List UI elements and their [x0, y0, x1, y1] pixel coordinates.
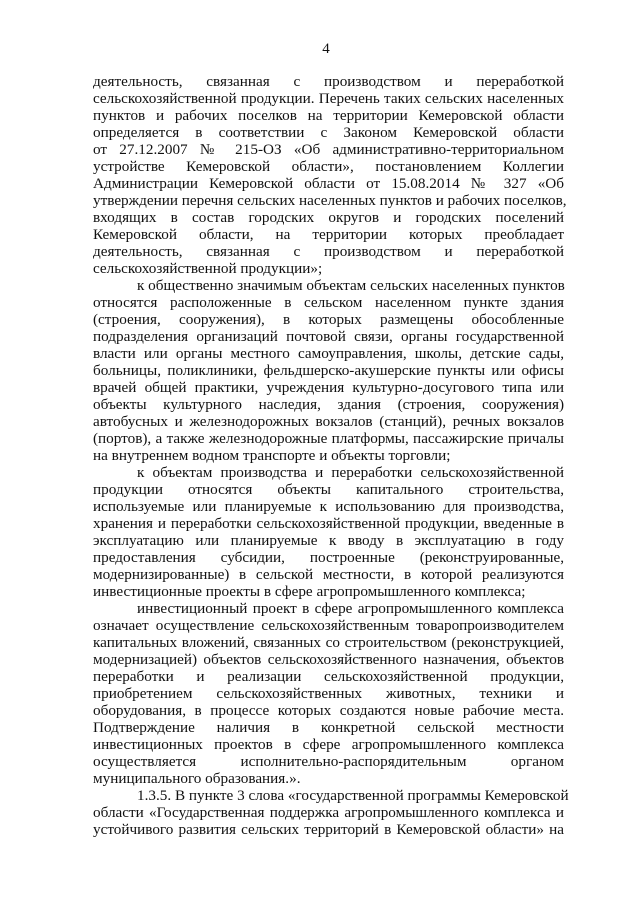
text-line: муниципального образования.».	[93, 770, 301, 787]
text-line: объекты культурного наследия, здания (строения, сооружения)	[93, 396, 564, 413]
text-line: деятельность, связанная с производством и переработкой	[93, 243, 564, 260]
text-line: инвестиционный проект в сфере агропромышленного комплекса	[137, 600, 564, 617]
text-line: переработки и реализации сельскохозяйственной продукции,	[93, 668, 564, 685]
text-line: (строения, сооружения), в которых размещены обособленные	[93, 311, 564, 328]
text-line: на внутреннем водном транспорте и объекты торговли;	[93, 447, 451, 464]
text-line: относятся расположенные в сельском населенном пункте здания	[93, 294, 564, 311]
text-line: эксплуатацию или планируемые к вводу в эксплуатацию в году	[93, 532, 564, 549]
text-line: больницы, поликлиники, фельдшерско-акушерские пункты или офисы	[93, 362, 564, 379]
text-line: устойчивого развития сельских территорий в Кемеровской области» на	[93, 821, 564, 838]
text-line: области «Государственная поддержка агропромышленного комплекса и	[93, 804, 564, 821]
text-line: инвестиционных проектов в сфере агропромышленного комплекса	[93, 736, 564, 753]
text-line: приобретением сельскохозяйственных животных, техники и	[93, 685, 564, 702]
text-line: Подтверждение наличия в конкретной сельской местности	[93, 719, 564, 736]
document-body	[93, 73, 569, 838]
text-line: от 27.12.2007 № 215-ОЗ «Об административно-территориальном	[93, 141, 564, 158]
text-line: к общественно значимым объектам сельских населенных пунктов	[137, 277, 565, 294]
text-line: подразделения организаций почтовой связи, органы государственной	[93, 328, 564, 345]
text-line: устройстве Кемеровской области», постановлением Коллегии	[93, 158, 564, 175]
text-line: означает осуществление сельскохозяйственным товаропроизводителем	[93, 617, 564, 634]
text-line: используемые или планируемые к использованию для производства,	[93, 498, 564, 515]
text-line: пунктов и рабочих поселков на территории Кемеровской области	[93, 107, 564, 124]
text-line: (портов), а также железнодорожные платформы, пассажирские причалы	[93, 430, 564, 447]
text-line: 1.3.5. В пункте 3 слова «государственной программы Кемеровской	[137, 787, 569, 804]
text-line: утверждении перечня сельских населенных пунктов и рабочих поселков,	[93, 192, 567, 209]
text-line: входящих в состав городских округов и городских поселений	[93, 209, 564, 226]
text-line: капитальных вложений, связанных со строительством (реконструкцией,	[93, 634, 564, 651]
text-line: сельскохозяйственной продукции. Перечень таких сельских населенных	[93, 90, 564, 107]
text-line: Администрации Кемеровской области от 15.08.2014 № 327 «Об	[93, 175, 564, 192]
text-line: деятельность, связанная с производством и переработкой	[93, 73, 564, 90]
text-line: предоставления субсидии, построенные (реконструированные,	[93, 549, 564, 566]
text-line: автобусных и железнодорожных вокзалов (станций), речных вокзалов	[93, 413, 564, 430]
text-line: оборудования, в процессе которых создаются новые рабочие места.	[93, 702, 564, 719]
text-line: продукции относятся объекты капитального строительства,	[93, 481, 564, 498]
text-line: врачей общей практики, учреждения культурно-досугового типа или	[93, 379, 564, 396]
text-line: модернизированные) в сельской местности, в которой реализуются	[93, 566, 564, 583]
text-line: Кемеровской области, на территории которых преобладает	[93, 226, 564, 243]
text-line: осуществляется исполнительно-распорядительным органом	[93, 753, 564, 770]
text-line: сельскохозяйственной продукции»;	[93, 260, 323, 277]
text-line: модернизацией) объектов сельскохозяйственного назначения, объектов	[93, 651, 564, 668]
text-line: власти или органы местного самоуправления, школы, детские сады,	[93, 345, 564, 362]
text-line: инвестиционные проекты в сфере агропромышленного комплекса;	[93, 583, 526, 600]
text-line: к объектам производства и переработки сельскохозяйственной	[137, 464, 564, 481]
text-line: хранения и переработки сельскохозяйственной продукции, введенные в	[93, 515, 564, 532]
page-number: 4	[322, 41, 330, 57]
text-line: определяется в соответствии с Законом Кемеровской области	[93, 124, 564, 141]
